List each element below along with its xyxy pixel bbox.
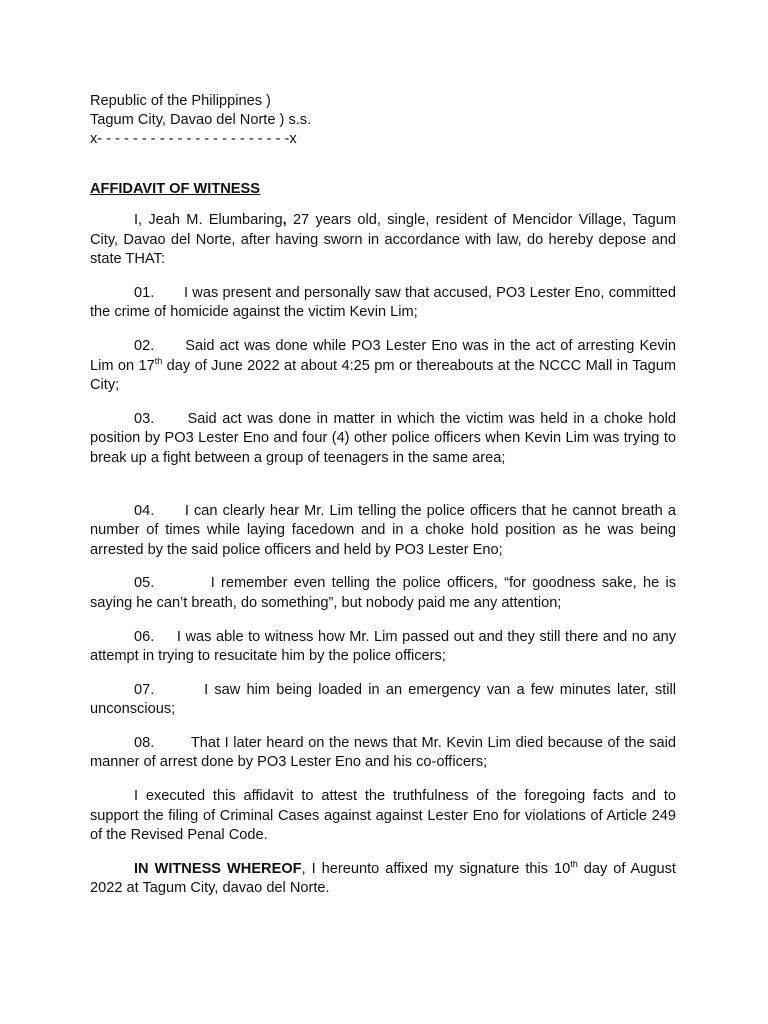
item-08 <box>90 734 676 773</box>
ordinal-suffix: th <box>154 355 163 366</box>
item-number: 04. <box>134 502 155 519</box>
item-text: Said act was done while PO3 Lester Eno was in the act of arresting Kevin Lim on 17 <box>90 337 677 374</box>
item-text-cont: day of June 2022 at about 4:25 pm or thereabouts at the NCCC Mall in Tagum City; <box>90 357 676 394</box>
item-text: I saw him being loaded in an emergency van a few minutes later, still unconscious; <box>90 681 676 718</box>
item-number: 08. <box>134 734 155 751</box>
affiant-name-comma: , <box>282 212 287 228</box>
witness-paragraph <box>90 860 676 899</box>
item-text: I can clearly hear Mr. Lim telling the police officers that he cannot breath a number of times while laying facedown and in a choke hold position as he was being arrested by the said police officers and held by PO3 Lester Eno; <box>90 502 676 558</box>
venue-header <box>90 92 676 149</box>
venue-separator: x- - - - - - - - - - - - - - - - - - - - - -x <box>90 131 297 147</box>
item-03 <box>90 410 676 469</box>
item-02 <box>90 337 676 396</box>
venue-line-country: Republic of the Philippines ) <box>90 93 271 109</box>
item-text: I was present and personally saw that accused, PO3 Lester Eno, committed the crime of homicide against the victim Kevin Lim; <box>90 284 677 321</box>
intro-paragraph <box>90 211 676 270</box>
item-number: 07. <box>134 681 155 698</box>
witness-heading: IN WITNESS WHEREOF <box>134 860 302 877</box>
venue-line-city: Tagum City, Davao del Norte ) s.s. <box>90 112 312 128</box>
item-07 <box>90 681 676 720</box>
ordinal-suffix: th <box>570 858 578 869</box>
item-text: Said act was done in matter in which the victim was held in a choke hold position by PO3 Lester Eno and four (4) other police officers when Kevin Lim was trying to break up a fight between a group of teenagers in the same area; <box>90 410 676 466</box>
item-text: I was able to witness how Mr. Lim passed out and they still there and no any attempt in trying to resucitate him by the police officers; <box>90 628 677 665</box>
item-04 <box>90 502 676 561</box>
item-text: That I later heard on the news that Mr. Kevin Lim died because of the said manner of arrest done by PO3 Lester Eno and his co-officers; <box>90 734 676 771</box>
item-05 <box>90 574 676 613</box>
item-number: 01. <box>134 284 155 301</box>
item-number: 05. <box>134 575 155 592</box>
closing-paragraph: I executed this affidavit to attest the truthfulness of the foregoing facts and to support the filing of Criminal Cases against against Lester Eno for violations of Article 249 of the Revised Penal Code. <box>90 788 676 844</box>
witness-text-cont: day of August 2022 at Tagum City, davao del Norte. <box>90 860 676 897</box>
affidavit-document <box>90 92 676 899</box>
intro-text: 27 years old, single, resident of Mencidor Village, Tagum City, Davao del Norte, after having sworn in accordance with law, do hereby depose and state THAT: <box>90 212 677 268</box>
item-text: I remember even telling the police officers, “for goodness sake, he is saying he can’t breath, do something”, but nobody paid me any attention; <box>90 575 677 611</box>
affiant-name: I, Jeah M. Elumbaring <box>134 212 283 228</box>
item-number: 06. <box>134 628 155 645</box>
item-number: 02. <box>134 337 155 354</box>
item-01 <box>90 284 676 323</box>
item-06 <box>90 628 676 667</box>
document-title: AFFIDAVIT OF WITNESS <box>90 181 260 197</box>
item-number: 03. <box>134 410 155 427</box>
witness-text: , I hereunto affixed my signature this 10 <box>301 860 571 877</box>
